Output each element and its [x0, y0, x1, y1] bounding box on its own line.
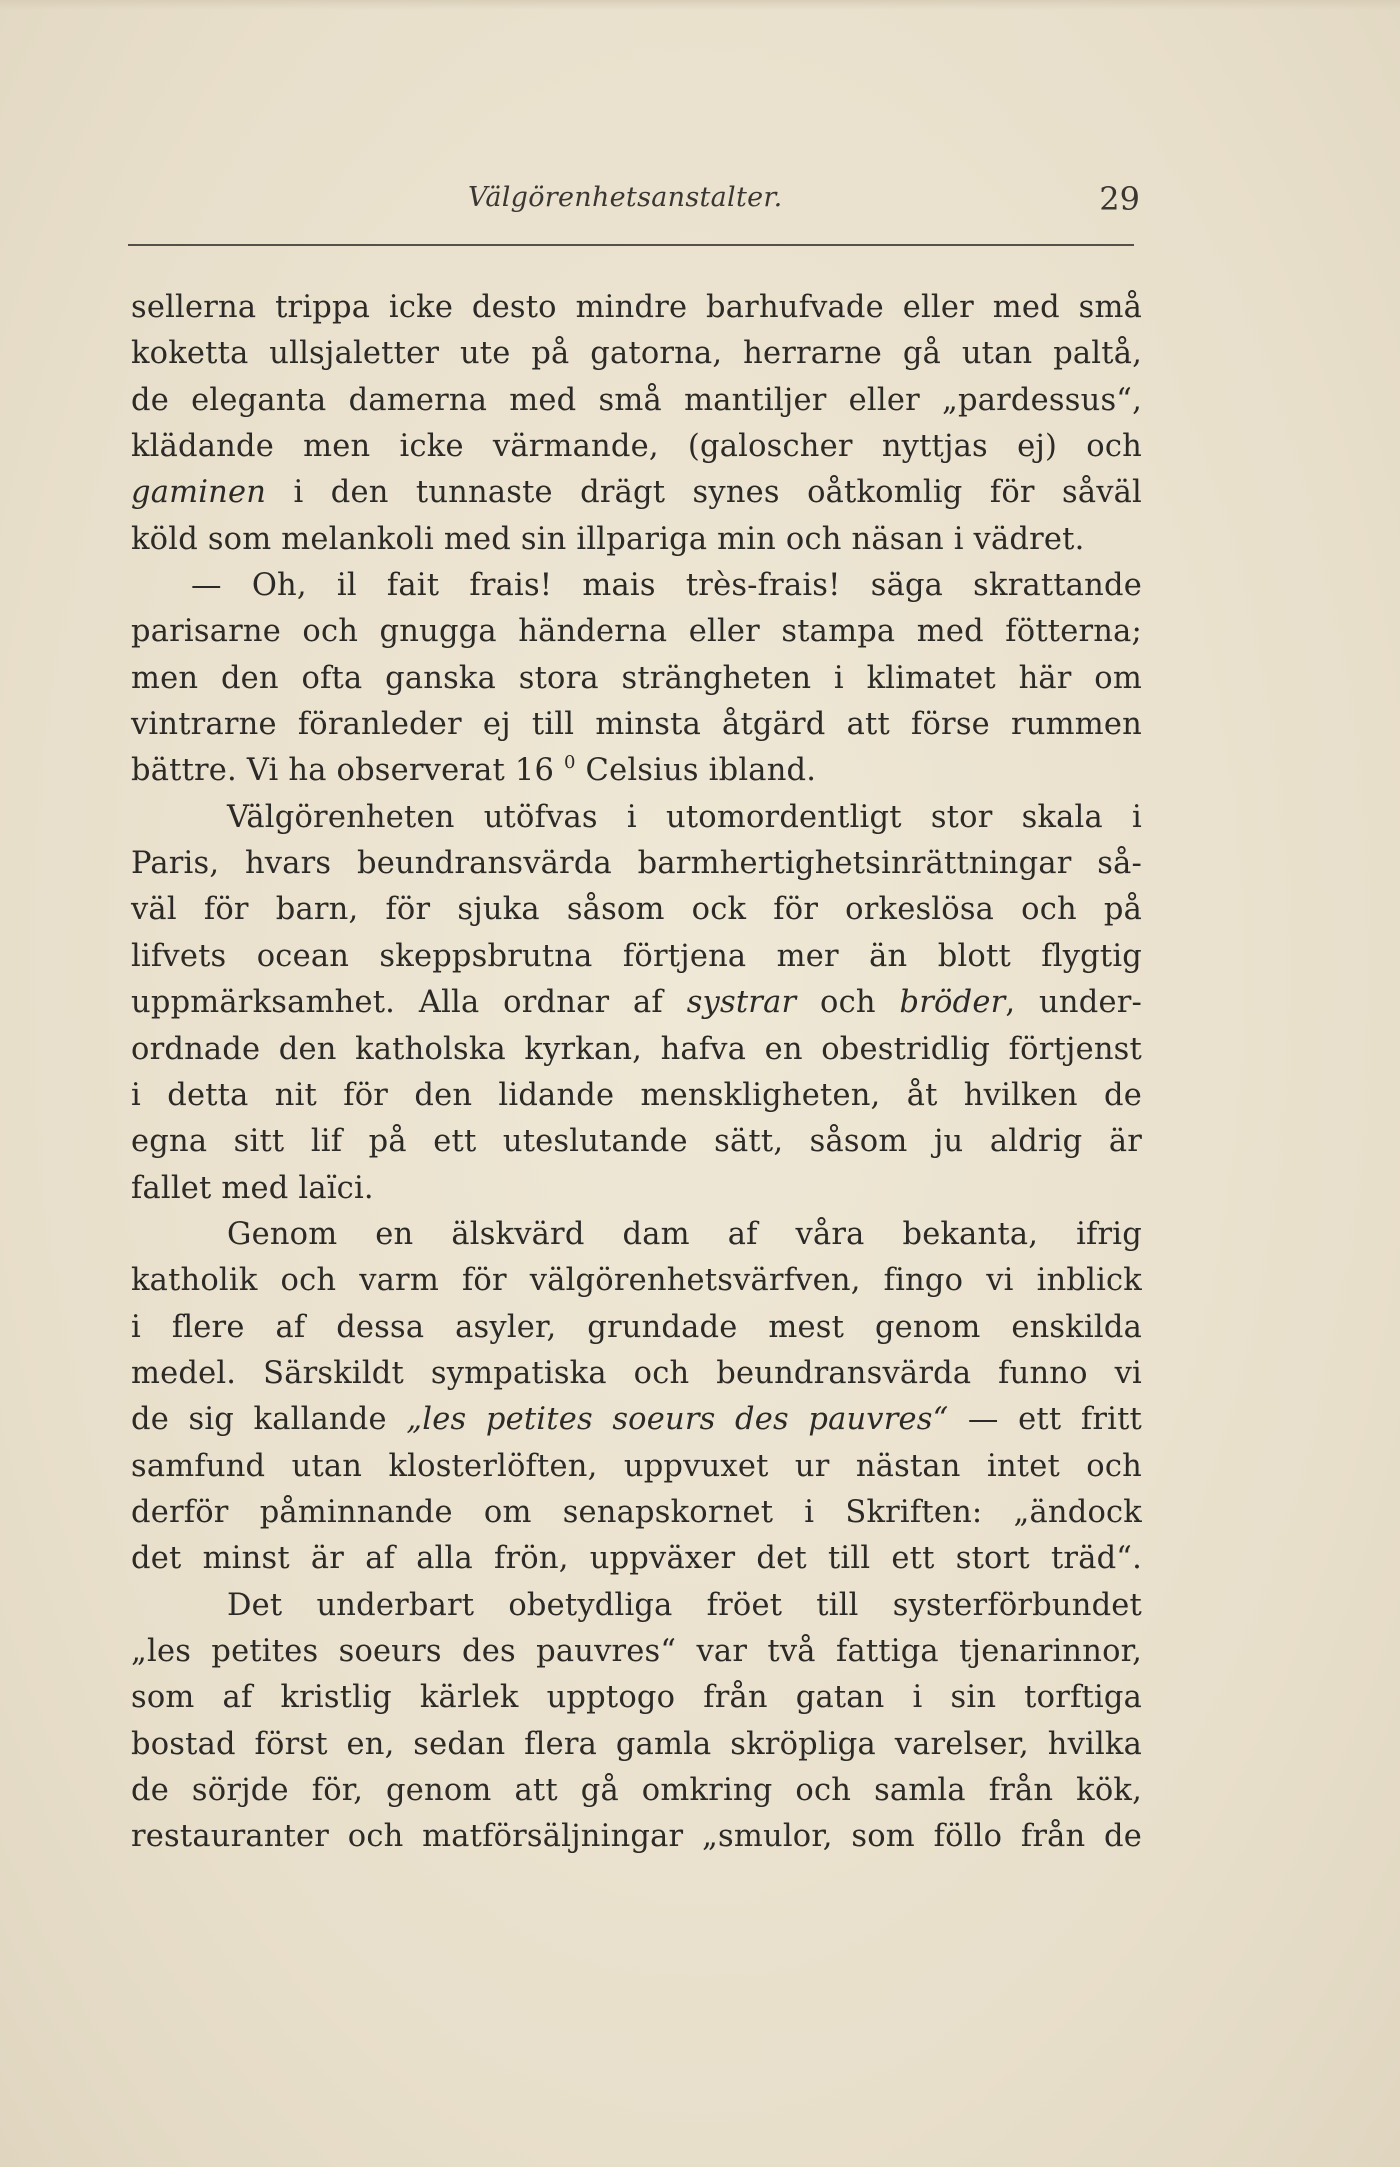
line-text: bättre. Vi ha observerat 16 [131, 753, 564, 789]
text-line: parisarne och gnugga händerna eller stampa med fötterna; [131, 614, 1142, 650]
line-text: de sig kallande [131, 1402, 407, 1438]
italic-word: gaminen [131, 475, 267, 511]
text-line: köld som melankoli med sin illpariga min och näsan i vädret. [131, 521, 1085, 557]
text-line: samfund utan klosterlöften, uppvuxet ur nästan intet och [131, 1448, 1142, 1484]
text-line: koketta ullsjaletter ute på gatorna, herrarne gå utan paltå, [131, 336, 1142, 372]
text-line: som af kristlig kärlek upptogo från gatan i sin torftiga [131, 1680, 1142, 1716]
italic-word: bröder [899, 985, 1006, 1021]
text-line: Genom en älskvärd dam af våra bekanta, ifrig [227, 1216, 1142, 1252]
text-line: i flere af dessa asyler, grundade mest genom enskilda [131, 1309, 1142, 1345]
line-text: i den tunnaste drägt synes oåtkomlig för såväl [266, 475, 1142, 511]
line-text: Celsius ibland. [575, 753, 817, 789]
page-number: 29 [1099, 180, 1140, 218]
text-line: „les petites soeurs des pauvres“ var två fattiga tjenarinnor, [131, 1633, 1142, 1669]
page-header [133, 180, 1140, 222]
text-line: de sörjde för, genom att gå omkring och samla från kök, [131, 1773, 1142, 1808]
line-text: — ett fritt [948, 1402, 1142, 1438]
line-text: uppmärksamhet. Alla ordnar af [131, 985, 687, 1021]
text-line [131, 748, 1142, 794]
text-line: — Oh, il fait frais! mais très-frais! säga skrattande [191, 568, 1142, 604]
text-line: medel. Särskildt sympatiska och beundransvärda funno vi [131, 1355, 1142, 1391]
text-line: Välgörenheten utöfvas i utomordentligt stor skala i [227, 799, 1142, 835]
text-line: de eleganta damerna med små mantiljer eller „pardessus“, [131, 382, 1142, 418]
text-line: det minst är af alla frön, uppväxer det till ett stort träd“. [131, 1541, 1142, 1577]
text-line: Det underbart obetydliga fröet till systerförbundet [227, 1587, 1142, 1623]
body-text [131, 285, 1142, 1861]
line-text: , under- [1005, 985, 1142, 1021]
text-line: lifvets ocean skeppsbrutna förtjena mer än blott flygtig [131, 938, 1142, 974]
text-line: väl för barn, för sjuka såsom ock för orkeslösa och på [131, 892, 1142, 928]
text-line: egna sitt lif på ett uteslutande sätt, såsom ju aldrig är [131, 1124, 1142, 1160]
text-line [131, 1397, 1142, 1443]
text-line: restauranter och matförsäljningar „smulor, som föllo från de [131, 1819, 1142, 1855]
text-line: katholik och varm för välgörenhetsvärfven, fingo vi inblick [131, 1263, 1142, 1299]
text-line: i detta nit för den lidande menskligheten, åt hvilken de [131, 1077, 1142, 1113]
page-top-shading [0, 0, 1400, 10]
text-line: sellerna trippa icke desto mindre barhufvade eller med små [131, 290, 1142, 325]
text-line: men den ofta ganska stora strängheten i klimatet här om [131, 660, 1142, 696]
header-rule [128, 244, 1134, 246]
degree-superscript: 0 [563, 752, 576, 774]
text-line: vintrarne föranleder ej till minsta åtgärd att förse rummen [131, 707, 1142, 743]
text-line: klädande men icke värmande, (galoscher nyttjas ej) och [131, 429, 1142, 465]
text-line: bostad först en, sedan flera gamla skröpliga varelser, hvilka [131, 1726, 1142, 1762]
text-line [131, 470, 1142, 516]
italic-word: systrar [686, 985, 797, 1021]
text-line: Paris, hvars beundransvärda barmhertighetsinrättningar så- [131, 846, 1142, 882]
text-line: fallet med laïci. [131, 1170, 374, 1206]
text-line: derför påminnande om senapskornet i Skriften: „ändock [131, 1494, 1142, 1530]
text-line [131, 980, 1142, 1026]
italic-phrase: „les petites soeurs des pauvres“ [406, 1402, 949, 1438]
line-text: och [796, 985, 900, 1021]
text-line: ordnade den katholska kyrkan, hafva en obestridlig förtjenst [131, 1031, 1142, 1067]
running-title: Välgörenhetsanstalter. [468, 182, 783, 213]
